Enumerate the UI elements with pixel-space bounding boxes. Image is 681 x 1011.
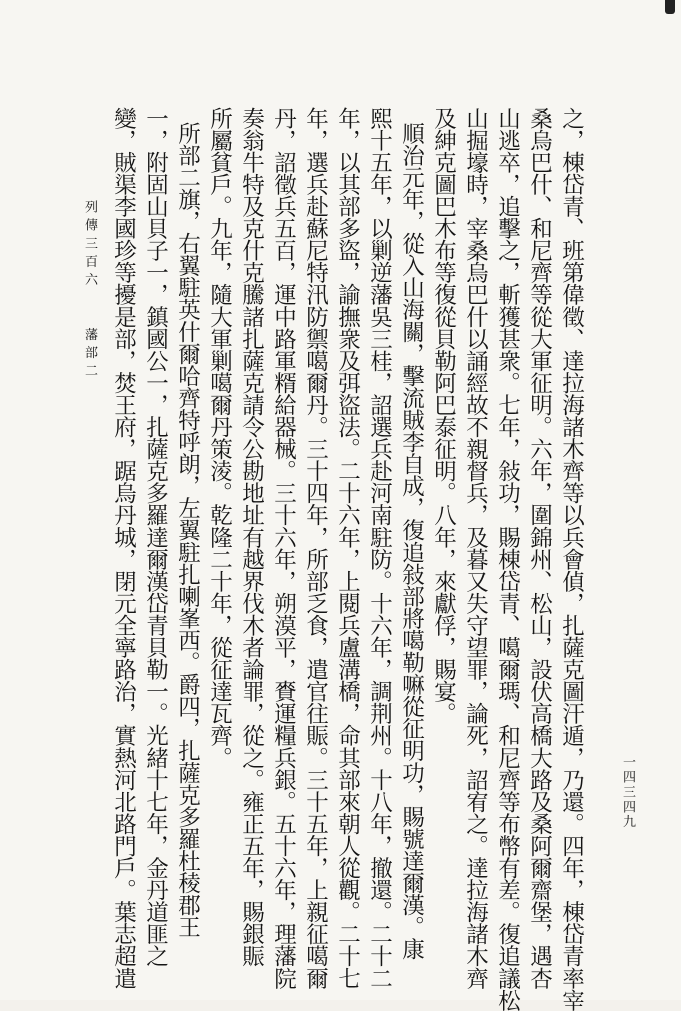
text-column: 山逃卒，追擊之，斬獲甚衆。七年，敍功，賜棟岱青、噶爾瑪、和尼齊等布幣有差。復追議松: [494, 107, 521, 1011]
text-column: 變，賊渠李國珍等擾是部，焚王府，踞烏丹城，閉元全寧路治，實熱河北路門戶。葉志超遣: [110, 107, 137, 990]
header-gap: [82, 291, 97, 327]
header-section: 藩部二: [82, 327, 97, 383]
header-juan: 列傳三百六: [82, 200, 97, 291]
page-number: 一四三四九: [620, 755, 635, 830]
text-column: 熙十五年，以剿逆藩吳三桂，詔選兵赴河南駐防。十六年，調荆州。十八年，撤還。二十二: [366, 107, 393, 990]
text-column: 所部二旗，右翼駐英什爾哈齊特呼朗，左翼駐扎喇峯西。爵四，扎薩克多羅杜稜郡王: [174, 122, 201, 938]
text-column: 一，附固山貝子一，鎮國公一，扎薩克多羅達爾漢岱青貝勒一。光緒十七年，金丹道匪之: [142, 107, 169, 967]
text-column: 順治元年，從入山海關，擊流賊李自成，復追敍部將噶勒嘛從征明功，賜號達爾漢。康: [398, 122, 425, 960]
text-column: 及紳克圖巴木布等復從貝勒阿巴泰征明。八年，來獻俘，賜宴。: [430, 107, 457, 725]
text-column: 山掘壕時，宰桑烏巴什以誦經故不親督兵，及暮又失守望罪，論死，詔宥之。達拉海諸木齊: [462, 107, 489, 990]
text-column: 所屬貧戶。九年，隨大軍剿噶爾丹策淩。乾隆二十年，從征達瓦齊。: [206, 107, 233, 769]
text-column: 之，棟岱青、班第偉徵、達拉海諸木齊等以兵會偵，扎薩克圖汗遁，乃還。四年，棟岱青率宰: [558, 107, 585, 1011]
running-header: [83, 200, 96, 382]
text-column: 桑烏巴什、和尼齊等從大軍征明。六年，圍錦州、松山，設伏高橋大路及桑阿爾齋堡，遇杏: [526, 107, 553, 990]
text-column: 丹，詔徵兵五百，運中路軍糈給器械。三十六年，朔漠平，賚運糧兵銀。五十六年，理藩院: [270, 107, 297, 990]
scan-mark: [665, 0, 675, 14]
text-column: 年，選兵赴蘇尼特汛防禦噶爾丹。三十四年，所部乏食，遣官往賑。三十五年，上親征噶爾: [302, 107, 329, 990]
text-column: 奏翁牛特及克什克騰諸扎薩克請令公勘地址有越界伐木者論罪，從之。雍正五年，賜銀賑: [238, 107, 265, 967]
text-column: 年，以其部多盜，諭撫衆及弭盜法。二十六年，上閱兵盧溝橋，命其部來朝人從觀。二十七: [334, 107, 361, 990]
